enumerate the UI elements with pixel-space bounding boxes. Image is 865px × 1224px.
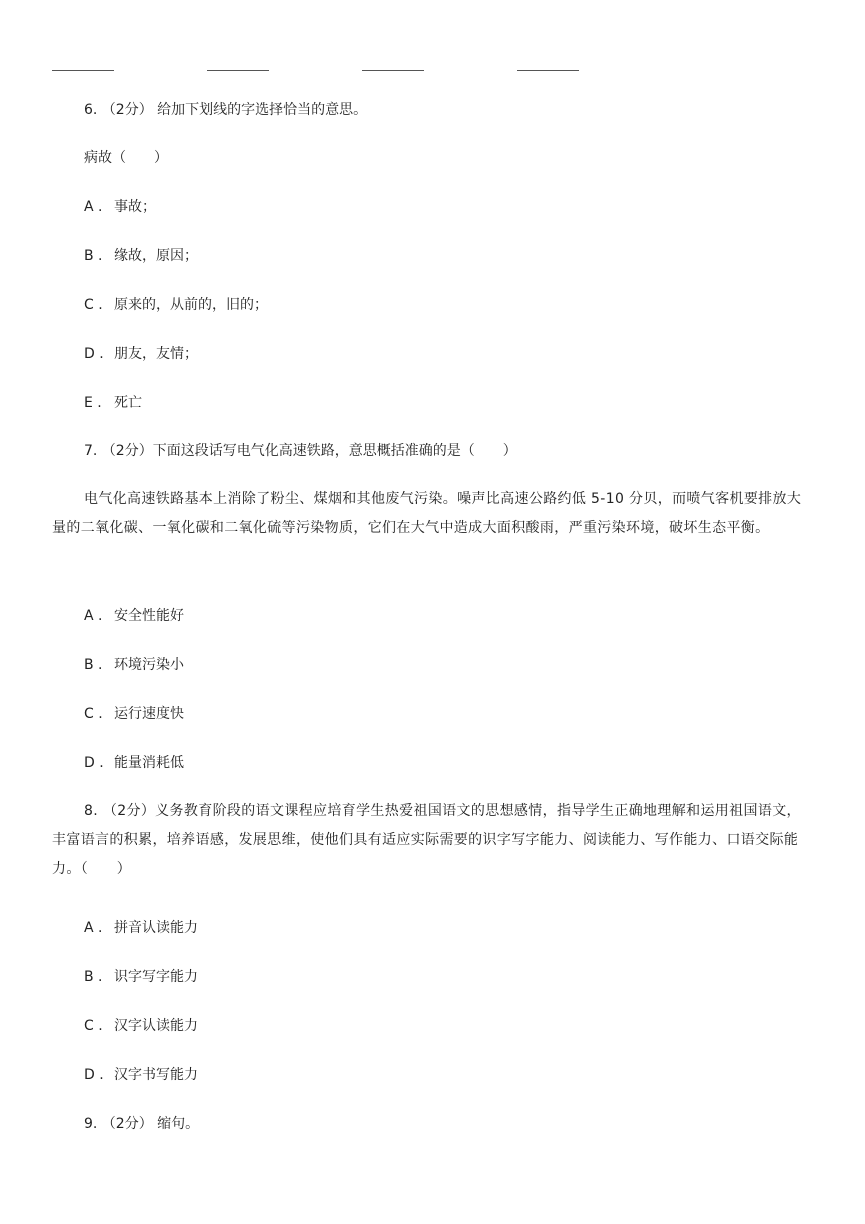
option-letter: D .: [84, 755, 104, 771]
question-9-stem: 9. （2分） 缩句。: [84, 1116, 200, 1132]
q6-option-e[interactable]: [84, 393, 142, 413]
option-text: 汉字书写能力: [114, 1067, 198, 1083]
answer-blank-4[interactable]: [517, 70, 579, 71]
option-text: 朋友，友情；: [114, 346, 198, 362]
option-letter: D .: [84, 1067, 104, 1083]
option-text: 死亡: [114, 395, 142, 411]
option-text: 缘故，原因；: [114, 248, 198, 264]
question-7-passage: 电气化高速铁路基本上消除了粉尘、煤烟和其他废气污染。噪声比高速公路约低 5-10 分贝，而喷气客机要排放大量的二氧化碳、一氧化碳和二氧化硫等污染物质，它们在大气中造成大面积酸雨，严重污染环境，破坏生态平衡。: [52, 491, 802, 536]
option-text: 拼音认读能力: [114, 920, 198, 936]
answer-blank-2[interactable]: [207, 70, 269, 71]
q8-option-c[interactable]: [84, 1016, 198, 1036]
q8-option-d[interactable]: [84, 1065, 198, 1085]
q7-option-b[interactable]: [84, 655, 184, 675]
option-text: 安全性能好: [114, 608, 184, 624]
q7-option-d[interactable]: [84, 753, 184, 773]
answer-blank-3[interactable]: [362, 70, 424, 71]
q8-option-b[interactable]: [84, 967, 198, 987]
option-letter: B .: [84, 657, 103, 673]
q6-option-c[interactable]: [84, 295, 268, 315]
q6-option-d[interactable]: [84, 344, 198, 364]
question-6-word: 病故（ ）: [84, 150, 168, 166]
option-letter: C .: [84, 706, 103, 722]
q6-option-b[interactable]: [84, 246, 198, 266]
option-letter: B .: [84, 969, 103, 985]
option-text: 环境污染小: [114, 657, 184, 673]
q7-option-a[interactable]: [84, 606, 184, 626]
option-letter: E .: [84, 395, 102, 411]
option-text: 能量消耗低: [114, 755, 184, 771]
option-letter: C .: [84, 297, 103, 313]
q6-option-a[interactable]: [84, 197, 156, 217]
option-text: 运行速度快: [114, 706, 184, 722]
question-8-stem: 8. （2分）义务教育阶段的语文课程应培育学生热爱祖国语文的思想感情，指导学生正确地理解和运用祖国语文，丰富语言的积累，培养语感，发展思维，使他们具有适应实际需要的识字写字能力、阅读能力、写作能力、口语交际能力。（ ）: [52, 803, 801, 877]
question-6-stem: 6. （2分） 给加下划线的字选择恰当的意思。: [84, 102, 368, 118]
q7-option-c[interactable]: [84, 704, 184, 724]
option-text: 识字写字能力: [114, 969, 198, 985]
option-letter: D .: [84, 346, 104, 362]
q8-option-a[interactable]: [84, 918, 198, 938]
question-7-stem: 7. （2分）下面这段话写电气化高速铁路，意思概括准确的是（ ）: [84, 443, 517, 459]
option-text: 原来的，从前的，旧的；: [114, 297, 268, 313]
option-letter: A .: [84, 199, 103, 215]
answer-blank-1[interactable]: [52, 70, 114, 71]
option-letter: B .: [84, 248, 103, 264]
option-letter: A .: [84, 920, 103, 936]
option-text: 事故；: [114, 199, 156, 215]
option-letter: C .: [84, 1018, 103, 1034]
option-text: 汉字认读能力: [114, 1018, 198, 1034]
option-letter: A .: [84, 608, 103, 624]
